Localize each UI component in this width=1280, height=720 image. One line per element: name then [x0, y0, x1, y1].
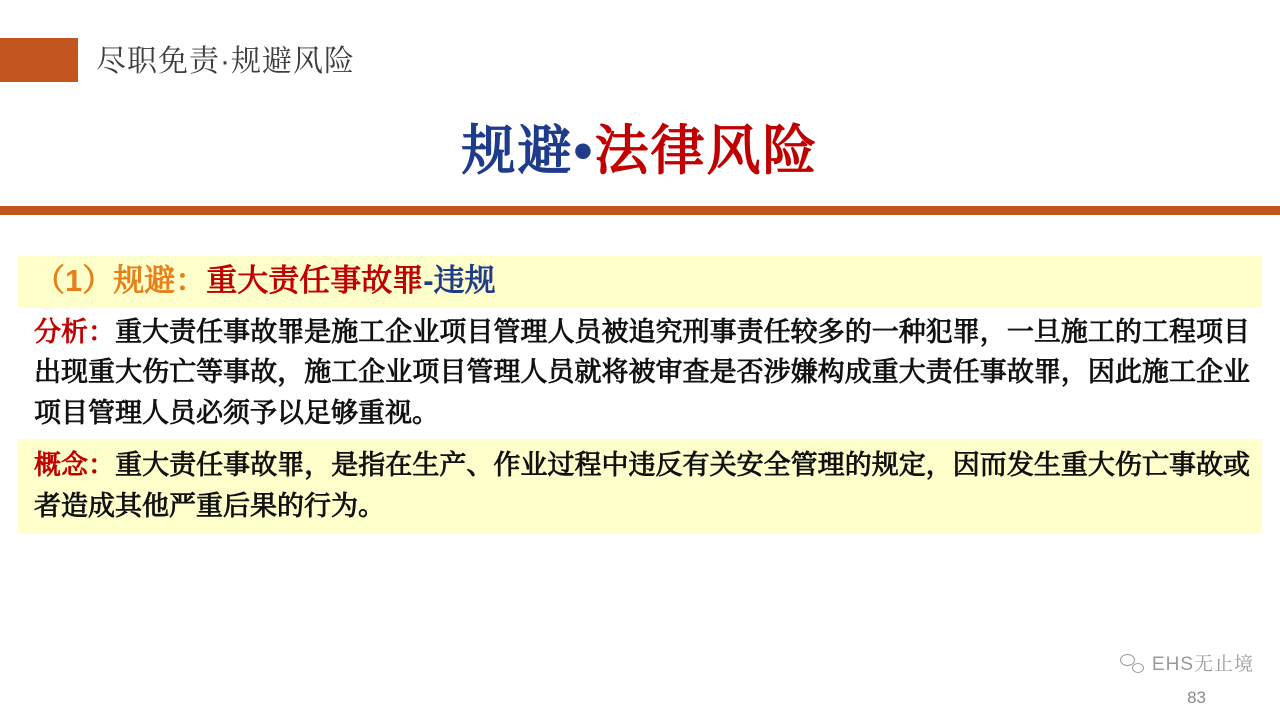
concept-text: 重大责任事故罪，是指在生产、作业过程中违反有关安全管理的规定，因而发生重大伤亡事故或者造成其他严重后果的行为。 [34, 450, 1251, 521]
section-heading-crime: 重大责任事故罪 [206, 263, 424, 298]
slide-header [0, 30, 1280, 92]
page-title-blue: 规避• [461, 121, 595, 181]
section-heading-suffix: -违规 [423, 263, 496, 298]
wechat-icon [1120, 653, 1144, 673]
header-title: 尽职免责·规避风险 [96, 45, 355, 78]
slide-content [18, 256, 1262, 534]
header-accent-block [0, 38, 78, 82]
watermark [1120, 649, 1254, 676]
analysis-label: 分析： [34, 316, 116, 347]
section-heading-prefix: （1）规避： [34, 263, 207, 298]
concept-paragraph [34, 445, 1250, 526]
analysis-text: 重大责任事故罪是施工企业项目管理人员被追究刑事责任较多的一种犯罪，一旦施工的工程项目出现重大伤亡等事故，施工企业项目管理人员就将被审查是否涉嫌构成重大责任事故罪，因此施工企业项目管理人员必须予以足够重视。 [34, 316, 1251, 428]
analysis-paragraph [34, 312, 1250, 434]
concept-block [18, 439, 1262, 534]
page-title-red: 法律风险 [594, 121, 819, 181]
section-heading [34, 260, 1252, 302]
page-number: 83 [1187, 688, 1206, 707]
concept-label: 概念： [34, 450, 116, 481]
watermark-label: EHS无止境 [1151, 654, 1254, 675]
title-divider [0, 206, 1280, 215]
section-heading-box [18, 256, 1262, 308]
page-title [0, 108, 1280, 185]
analysis-block [18, 312, 1262, 434]
